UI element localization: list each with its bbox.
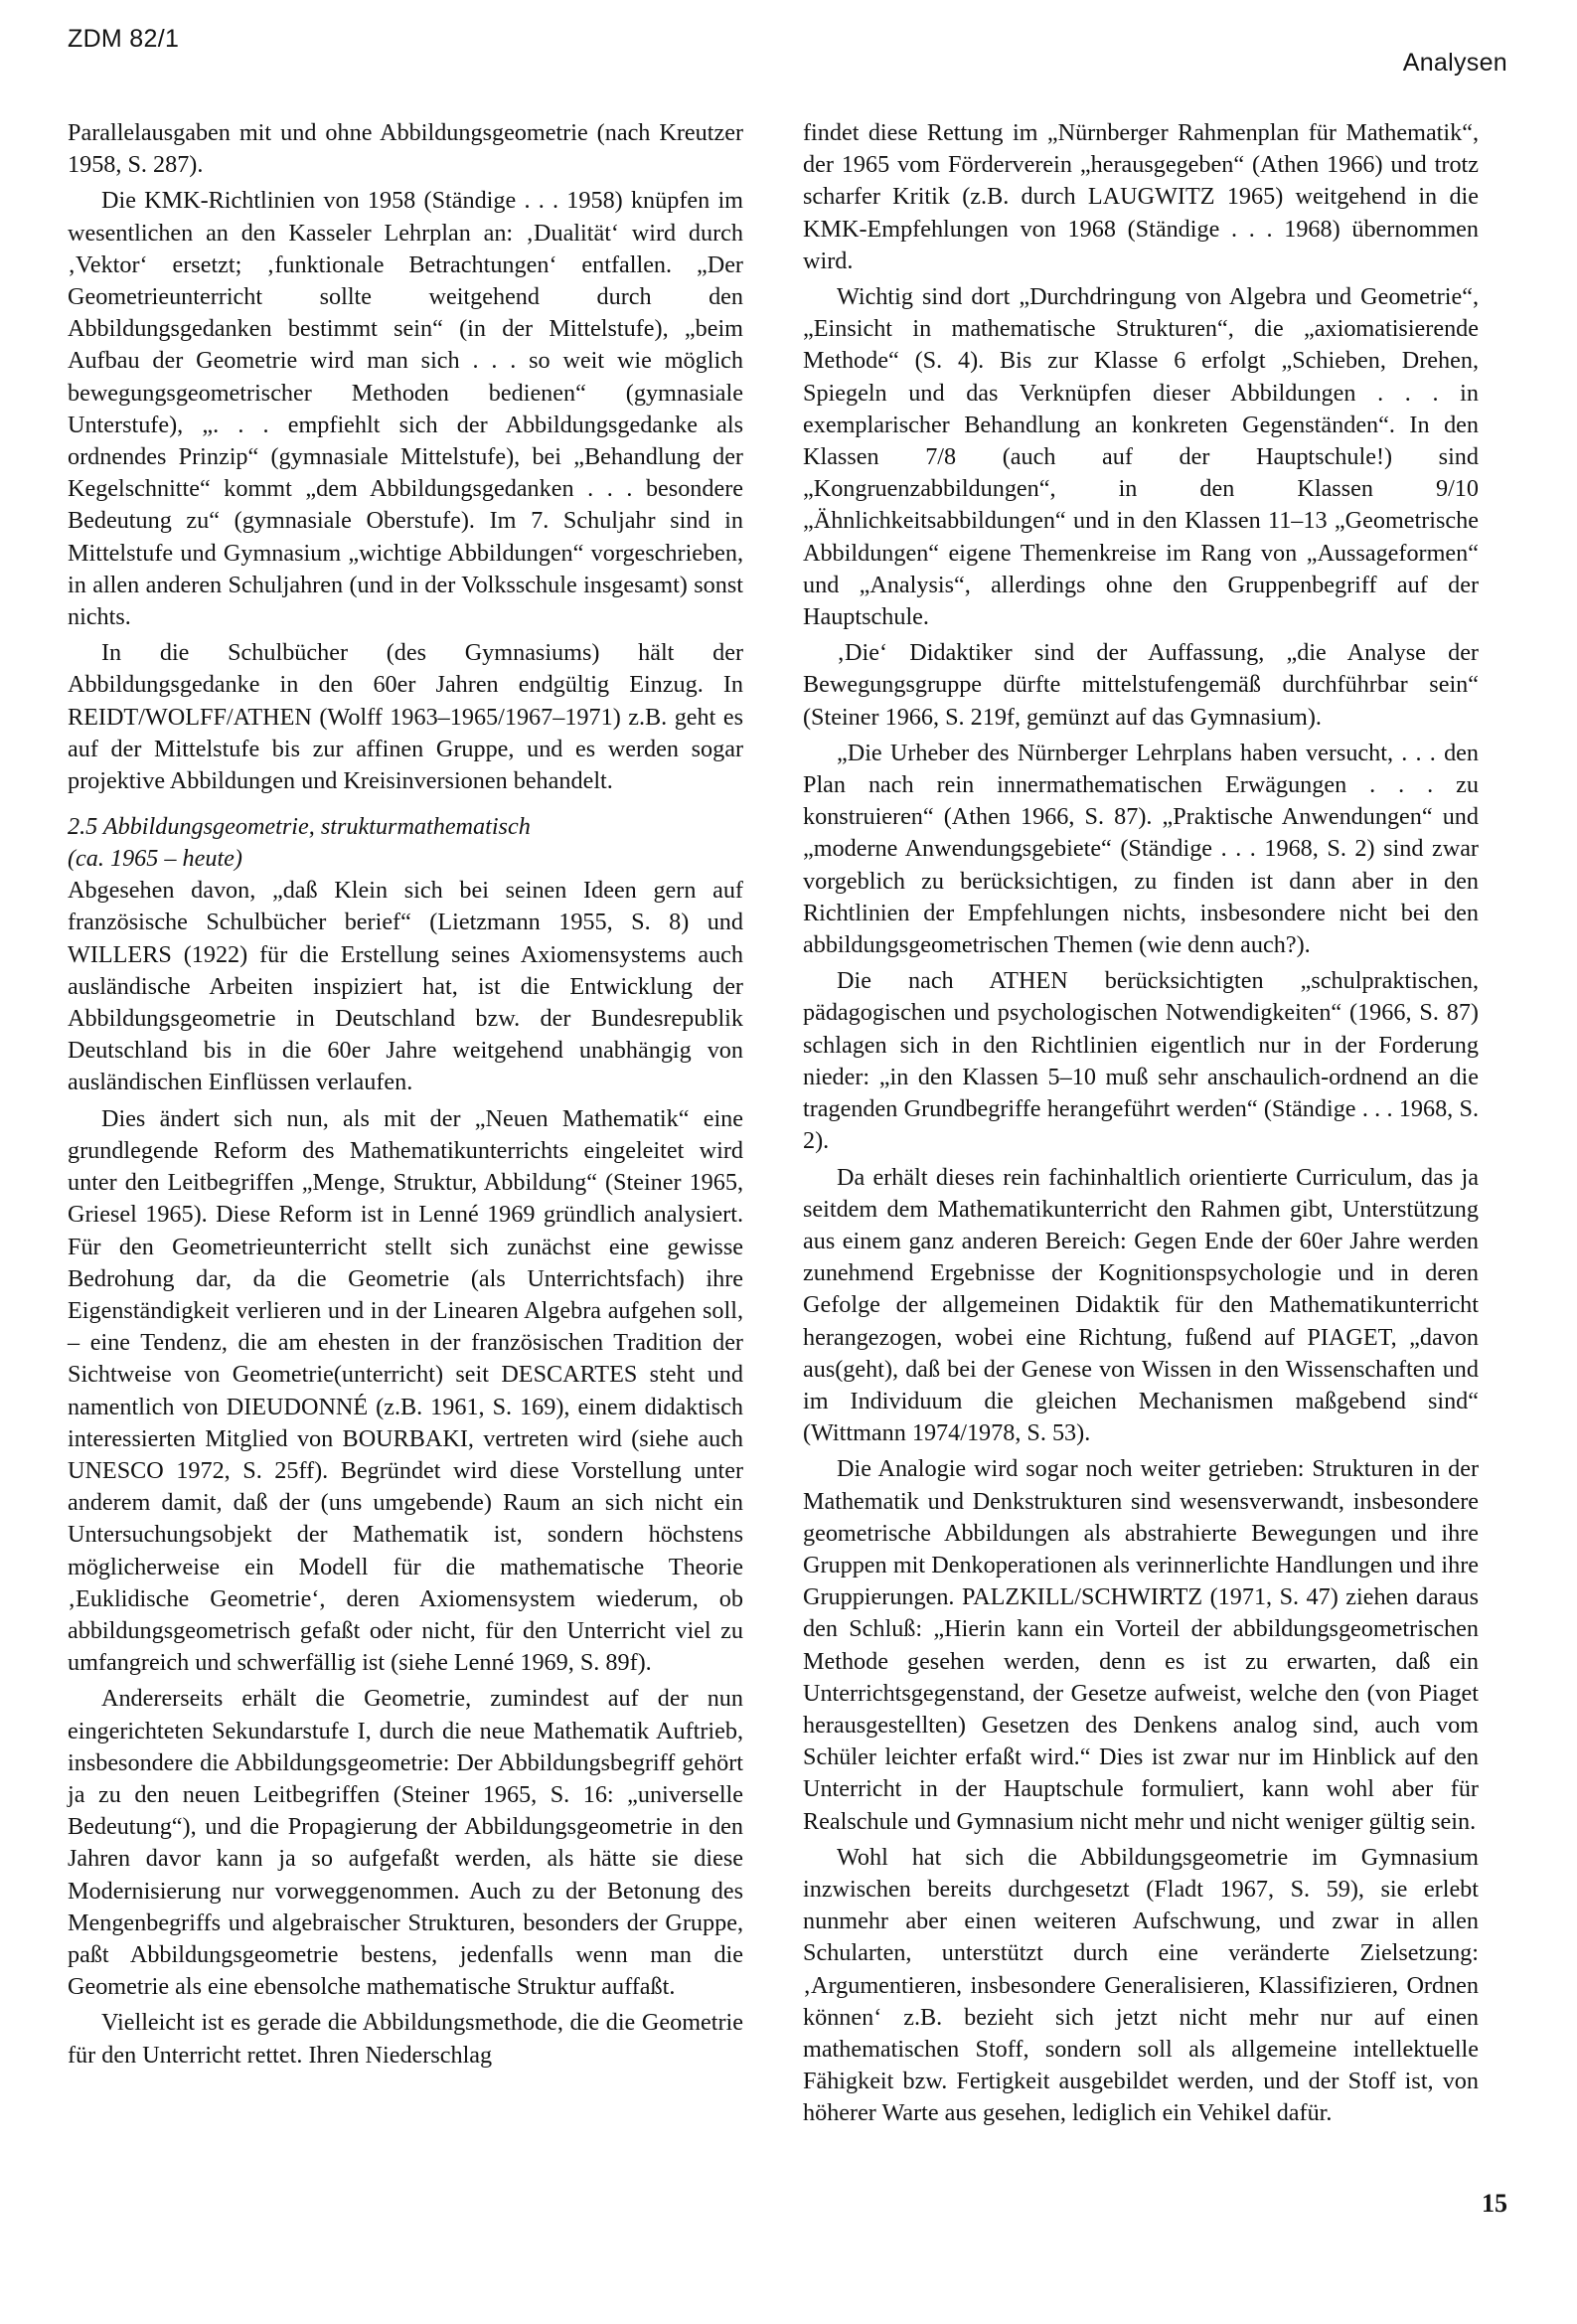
- section-heading-period: (ca. 1965 – heute): [68, 845, 242, 873]
- paragraph: Dies ändert sich nun, als mit der „Neuen Mathematik“ eine grundlegende Reform des Mathematikunterrichts eingeleitet wird unter den Leitbegriffen „Menge, Struktur, Abbildung“ (Steiner 1965, Griesel 1965). Diese Reform ist in Lenné 1969 gründlich analysiert. Für den Geometrieunterricht stellt sich zunächst eine gewisse Bedrohung dar, da die Geometrie (als Unterrichtsfach) ihre Eigenständigkeit verlieren und in der Linearen Algebra aufgehen soll, – eine Tendenz, die am ehesten in der französischen Tradition der Sichtweise von Geometrie(unterricht) seit DESCARTES steht und namentlich von DIEUDONNÉ (z.B. 1961, S. 169), einem didaktisch interessierten Mitglied von BOURBAKI, vertreten wird (siehe auch UNESCO 1972, S. 25ff). Begründet wird diese Vorstellung unter anderem damit, daß der (uns umgebende) Raum an sich nicht ein Untersuchungsobjekt der Mathematik ist, sondern höchstens möglicherweise ein Modell für die mathematische Theorie ‚Euklidische Geometrie‘, deren Axiomensystem wiederum, ob abbildungsgeometrisch gefaßt oder nicht, für den Unterricht viel zu umfangreich und schwerfällig ist (siehe Lenné 1969, S. 89f).: [68, 1104, 743, 1677]
- paragraph: Die KMK-Richtlinien von 1958 (Ständige . . . 1958) knüpfen im wesentlichen an den Kasseler Lehrplan an: ‚Dualität‘ wird durch ‚Vektor‘ ersetzt; ‚funktionale Betrachtungen‘ entfallen. „Der Geometrieunterricht sollte weitgehend durch den Abbildungsgedanken bestimmt sein“ (in der Mittelstufe), „beim Aufbau der Geometrie wird man sich . . . so weit wie möglich bewegungsgeometrischer Methoden bedienen“ (gymnasiale Unterstufe), „. . . empfiehlt sich der Abbildungsgedanke als ordnendes Prinzip“ (gymnasiale Mittelstufe), bei „Behandlung der Kegelschnitte“ kommt „dem Abbildungsgedanken . . . besondere Bedeutung zu“ (gymnasiale Oberstufe). Im 7. Schuljahr sind in Mittelstufe und Gymnasium „wichtige Abbildungen“ vorgeschrieben, in allen anderen Schuljahren (und in der Volksschule insgesamt) sonst nichts.: [68, 187, 743, 631]
- right-column: [803, 117, 1479, 2134]
- paragraph: ‚Die‘ Didaktiker sind der Auffassung, „die Analyse der Bewegungsgruppe dürfte mittelstufengemäß durchführbar sein“ (Steiner 1966, S. 219f, gemünzt auf das Gymnasium).: [803, 639, 1479, 731]
- section-heading: [68, 811, 743, 875]
- paragraph: Wichtig sind dort „Durchdringung von Algebra und Geometrie“, „Einsicht in mathematische Strukturen“, die „axiomatisierende Methode“ (S. 4). Bis zur Klasse 6 erfolgt „Schieben, Drehen, Spiegeln und das Verknüpfen dieser Abbildungen . . . in exemplarischer Behandlung an konkreten Gegenständen“. In den Klassen 7/8 (auch auf der Hauptschule!) sind „Kongruenzabbildungen“, in den Klassen 9/10 „Ähnlichkeitsabbildungen“ und in den Klassen 11–13 „Geometrische Abbildungen“ eigene Themenkreise im Rang von „Aussageformen“ und „Analysis“, allerdings ohne den Gruppenbegriff auf der Hauptschule.: [803, 283, 1479, 631]
- paragraph: Wohl hat sich die Abbildungsgeometrie im Gymnasium inzwischen bereits durchgesetzt (Fladt 1967, S. 59), sie erlebt nunmehr aber einen weiteren Aufschwung, und zwar in allen Schularten, unterstützt durch eine veränderte Zielsetzung: ‚Argumentieren, insbesondere Generalisieren, Klassifizieren, Ordnen können‘ z.B. bezieht sich jetzt nicht mehr nur auf einen mathematischen Stoff, sondern soll als allgemeine intellektuelle Fähigkeit bzw. Fertigkeit ausgebildet werden, und der Stoff ist, von höherer Warte aus gesehen, lediglich ein Vehikel dafür.: [803, 1843, 1479, 2127]
- paragraph: In die Schulbücher (des Gymnasiums) hält der Abbildungsgedanke in den 60er Jahren endgültig Einzug. In REIDT/WOLFF/ATHEN (Wolff 1963–1965/1967–1971) z.B. geht es auf der Mittelstufe bis zur affinen Gruppe, und es werden sogar projektive Abbildungen und Kreisinversionen behandelt.: [68, 639, 743, 795]
- paragraph: findet diese Rettung im „Nürnberger Rahmenplan für Mathematik“, der 1965 vom Förderverein „herausgegeben“ (Athen 1966) und trotz scharfer Kritik (z.B. durch LAUGWITZ 1965) weitgehend in die KMK-Empfehlungen von 1968 (Ständige . . . 1968) übernommen wird.: [803, 119, 1479, 274]
- paragraph: Andererseits erhält die Geometrie, zumindest auf der nun eingerichteten Sekundarstufe I, durch die neue Mathematik Auftrieb, insbesondere die Abbildungsgeometrie: Der Abbildungsbegriff gehört ja zu den neuen Leitbegriffen (Steiner 1965, S. 16: „universelle Bedeutung“), und die Propagierung der Abbildungsgeometrie in den Jahren davor kann ja so aufgefaßt werden, als hätte sie diese Modernisierung nur vorweggenommen. Auch zu der Betonung des Mengenbegriffs und algebraischer Strukturen, besonders der Gruppe, paßt Abbildungsgeometrie bestens, jedenfalls wenn man die Geometrie als eine ebensolche mathematische Struktur auffaßt.: [68, 1685, 743, 2001]
- page-number: 15: [1482, 2189, 1507, 2218]
- paragraph: Vielleicht ist es gerade die Abbildungsmethode, die die Geometrie für den Unterricht rettet. Ihren Niederschlag: [68, 2009, 743, 2069]
- paragraph: Parallelausgaben mit und ohne Abbildungsgeometrie (nach Kreutzer 1958, S. 287).: [68, 119, 743, 179]
- paragraph: Die nach ATHEN berücksichtigten „schulpraktischen, pädagogischen und psychologischen Notwendigkeiten“ (1966, S. 87) schlagen sich in den Richtlinien eigentlich nur in der Forderung nieder: „in den Klassen 5–10 muß sehr anschaulich-ordnend an die tragenden Grundbegriffe herangeführt werden“ (Ständige . . . 1968, S. 2).: [803, 967, 1479, 1155]
- section-header: Analysen: [1402, 49, 1507, 77]
- section-heading-title: 2.5 Abbildungsgeometrie, strukturmathematisch: [68, 813, 531, 841]
- paragraph: Abgesehen davon, „daß Klein sich bei seinen Ideen gern auf französische Schulbücher berief“ (Lietzmann 1955, S. 8) und WILLERS (1922) für die Erstellung seines Axiomensystems auch ausländische Arbeiten inspiziert hat, ist die Entwicklung der Abbildungsgeometrie in Deutschland bzw. der Bundesrepublik Deutschland bis in die 60er Jahre weitgehend unabhängig von ausländischen Einflüssen verlaufen.: [68, 877, 743, 1096]
- journal-header: ZDM 82/1: [68, 25, 180, 53]
- paragraph: Da erhält dieses rein fachinhaltlich orientierte Curriculum, das ja seitdem dem Mathematikunterricht den Rahmen gibt, Unterstützung aus einem ganz anderen Bereich: Gegen Ende der 60er Jahre werden zunehmend Ergebnisse der Kognitionspsychologie und in deren Gefolge der allgemeinen Didaktik für den Mathematikunterricht herangezogen, wobei eine Richtung, fußend auf PIAGET, „davon aus(geht), daß bei der Genese von Wissen in den Wissenschaften und im Individuum die gleichen Mechanismen maßgebend sind“ (Wittmann 1974/1978, S. 53).: [803, 1163, 1479, 1447]
- left-column: [68, 117, 743, 2075]
- paragraph: „Die Urheber des Nürnberger Lehrplans haben versucht, . . . den Plan nach rein innermathematischen Erwägungen . . . zu konstruieren“ (Athen 1966, S. 87). „Praktische Anwendungen“ und „moderne Anwendungsgebiete“ (Ständige . . . 1968, S. 2) sind zwar vorgeblich zu berücksichtigen, zu finden ist dann aber in den Richtlinien der Empfehlungen nichts, insbesondere nicht bei den abbildungsgeometrischen Themen (wie denn auch?).: [803, 739, 1479, 959]
- paragraph: Die Analogie wird sogar noch weiter getrieben: Strukturen in der Mathematik und Denkstrukturen sind wesensverwandt, insbesondere geometrische Abbildungen als abstrahierte Bewegungen und ihre Gruppen mit Denkoperationen als verinnerlichte Handlungen und ihre Gruppierungen. PALZKILL/SCHWIRTZ (1971, S. 47) ziehen daraus den Schluß: „Hierin kann ein Vorteil der abbildungsgeometrischen Methode gesehen werden, denn es ist zu erwarten, daß ein Unterrichtsgegenstand, der Gesetze aufweist, welche den (von Piaget herausgestellten) Gesetzen des Denkens analog sind, auch vom Schüler leichter erfaßt wird.“ Dies ist zwar nur im Hinblick auf den Unterricht in der Hauptschule formuliert, kann wohl aber für Realschule und Gymnasium nicht mehr und nicht weniger gültig sein.: [803, 1455, 1479, 1835]
